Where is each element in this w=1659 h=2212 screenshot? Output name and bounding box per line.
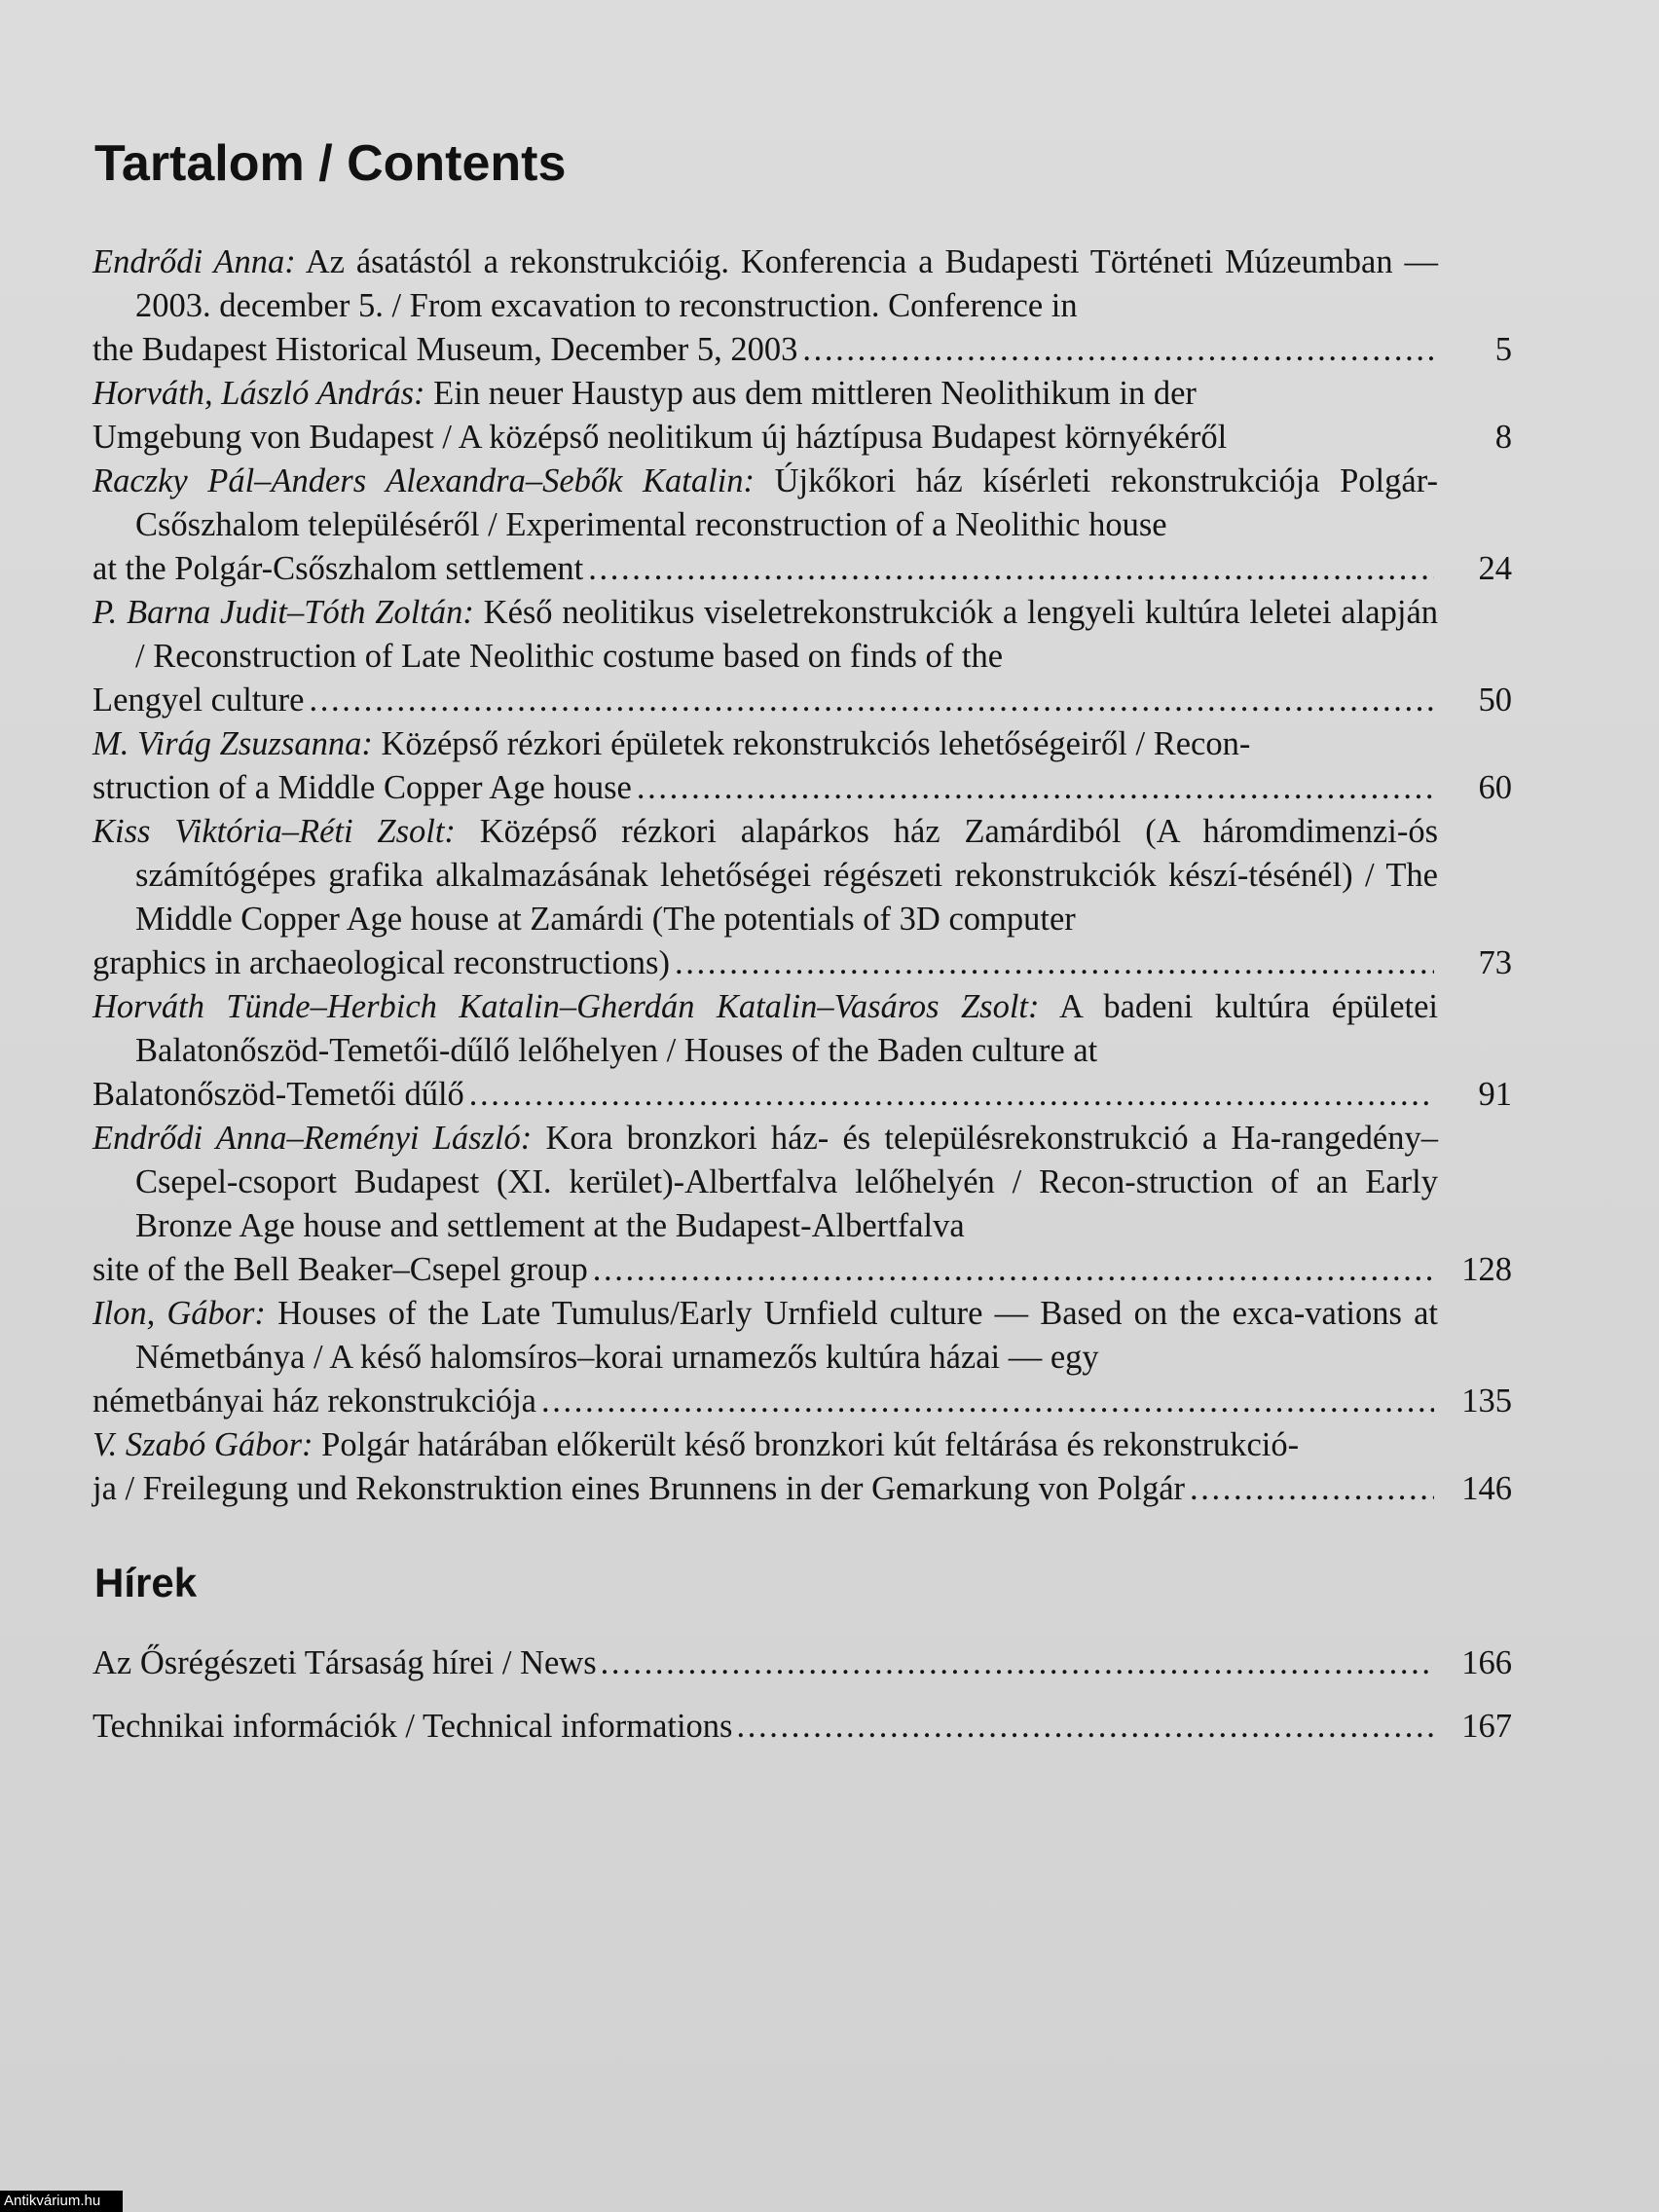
- news-entry-title: Technikai információk / Technical informations: [92, 1708, 733, 1745]
- toc-entry: [92, 722, 1512, 810]
- entry-page-number: 128: [1461, 1251, 1512, 1288]
- news-entry-title: Az Ősrégészeti Társaság hírei / News: [92, 1644, 597, 1681]
- entry-title: Ein neuer Haustyp aus dem mittleren Neolithikum in der: [433, 375, 1197, 412]
- entry-author: Horváth, László András:: [92, 375, 425, 412]
- entry-title: Houses of the Late Tumulus/Early Urnfield culture — Based on the exca-vations at Németbánya / A késő halomsíros–korai urnamezős kultúra házai — egy: [135, 1295, 1438, 1376]
- entry-title: Középső rézkori épületek rekonstrukciós lehetőségeiről / Recon-: [381, 725, 1251, 762]
- entry-title-end: németbányai ház rekonstrukciója: [92, 1382, 536, 1419]
- entry-page-number: 60: [1478, 769, 1512, 806]
- entry-title-end: graphics in archaeological reconstructions): [92, 944, 670, 981]
- news-contents: [92, 1641, 1512, 1768]
- toc-entry: [92, 372, 1512, 460]
- entry-last-line: [92, 766, 1438, 810]
- dot-leader: [468, 1073, 1434, 1117]
- toc-entry: [92, 985, 1512, 1117]
- entry-title: Polgár határában előkerült késő bronzkori kút feltárása és rekonstrukció-: [321, 1426, 1300, 1463]
- entry-page-number: 91: [1478, 1076, 1512, 1113]
- entry-title: A badeni kultúra épületei Balatonőszöd-Temetői-dűlő lelőhelyen / Houses of the Baden culture at: [135, 988, 1438, 1069]
- entry-author: Kiss Viktória–Réti Zsolt:: [92, 813, 456, 850]
- news-heading: Hírek: [94, 1560, 198, 1605]
- entry-last-line: [92, 679, 1438, 722]
- entry-last-line: [92, 1248, 1438, 1292]
- toc-entry: [92, 460, 1512, 591]
- entry-author: Endrődi Anna–Reményi László:: [92, 1120, 533, 1157]
- entry-last-line: [92, 1380, 1438, 1423]
- entry-title-end: struction of a Middle Copper Age house: [92, 769, 632, 806]
- toc-entry: [92, 1423, 1512, 1511]
- entry-author: Raczky Pál–Anders Alexandra–Sebők Katalin:: [92, 462, 756, 499]
- dot-leader: [308, 679, 1434, 722]
- dot-leader: [592, 1248, 1434, 1292]
- entry-last-line: [92, 328, 1438, 372]
- entry-title: Kora bronzkori ház- és településrekonstrukció a Ha-rangedény–Csepel-csoport Budapest (XI. kerület)-Albertfalva lelőhelyén / Recon-struction of an Early Bronze Age house and settlement at the Budapest-Albertfalva: [135, 1120, 1438, 1244]
- dot-leader: [737, 1705, 1435, 1749]
- toc-entry: [92, 240, 1512, 372]
- dot-leader: [636, 766, 1434, 810]
- entry-title: Újkőkori ház kísérleti rekonstrukciója Polgár-Csőszhalom településéről / Experimental reconstruction of a Neolithic house: [135, 462, 1438, 543]
- entry-title-end: at the Polgár-Csőszhalom settlement: [92, 550, 584, 587]
- entry-last-line: [92, 941, 1438, 985]
- toc-entry: [92, 810, 1512, 985]
- entry-author: V. Szabó Gábor:: [92, 1426, 313, 1463]
- dot-leader: [601, 1641, 1434, 1685]
- news-entry-page-number: 167: [1461, 1708, 1512, 1745]
- entry-title-end: ja / Freilegung und Rekonstruktion eines Brunnens in der Gemarkung von Polgár: [92, 1470, 1186, 1507]
- entry-author: Endrődi Anna:: [92, 243, 296, 280]
- entry-author: P. Barna Judit–Tóth Zoltán:: [92, 594, 474, 631]
- dot-leader: [674, 941, 1434, 985]
- dot-leader: [587, 547, 1434, 591]
- table-of-contents: [92, 240, 1512, 1511]
- entry-title: Az ásatástól a rekonstrukcióig. Konferencia a Budapesti Történeti Múzeumban — 2003. december 5. / From excavation to reconstruction. Conference in: [135, 243, 1438, 324]
- entry-title: Középső rézkori alapárkos ház Zamárdiból (A háromdimenzi-ós számítógépes grafika alkalmazásának lehetőségei régészeti rekonstrukciók készí-tésénél) / The Middle Copper Age house at Zamárdi (The potentials of 3D computer: [135, 813, 1438, 938]
- entry-title-end: site of the Bell Beaker–Csepel group: [92, 1251, 588, 1288]
- toc-entry: [92, 1117, 1512, 1292]
- entry-last-line: [92, 1467, 1438, 1511]
- watermark: Antikvárium.hu: [0, 2191, 123, 2212]
- entry-title-end: Lengyel culture: [92, 682, 305, 719]
- entry-page-number: 5: [1494, 331, 1512, 368]
- news-entry: [92, 1705, 1512, 1749]
- contents-heading: Tartalom / Contents: [94, 135, 567, 192]
- entry-author: Ilon, Gábor:: [92, 1295, 266, 1332]
- news-entry: [92, 1641, 1512, 1685]
- entry-page-number: 50: [1478, 682, 1512, 719]
- entry-last-line: [92, 547, 1438, 591]
- entry-page-number: 24: [1478, 550, 1512, 587]
- entry-page-number: 73: [1478, 944, 1512, 981]
- entry-author: Horváth Tünde–Herbich Katalin–Gherdán Katalin–Vasáros Zsolt:: [92, 988, 1040, 1025]
- entry-last-line: [92, 1073, 1438, 1117]
- entry-title-end: Umgebung von Budapest / A középső neolitikum új háztípusa Budapest környékéről: [92, 419, 1228, 456]
- entry-title-end: the Budapest Historical Museum, December 5, 2003: [92, 331, 798, 368]
- entry-page-number: 135: [1461, 1382, 1512, 1419]
- entry-last-line: [92, 416, 1438, 460]
- toc-entry: [92, 1292, 1512, 1423]
- entry-title-end: Balatonőszöd-Temetői dűlő: [92, 1076, 464, 1113]
- toc-entry: [92, 591, 1512, 722]
- entry-title: Késő neolitikus viseletrekonstrukciók a lengyeli kultúra leletei alapján / Reconstruction of Late Neolithic costume based on finds of the: [135, 594, 1439, 675]
- dot-leader: [1189, 1467, 1434, 1511]
- entry-author: M. Virág Zsuzsanna:: [92, 725, 373, 762]
- dot-leader: [801, 328, 1434, 372]
- news-entry-page-number: 166: [1461, 1644, 1512, 1681]
- dot-leader: [540, 1380, 1434, 1423]
- entry-page-number: 8: [1494, 419, 1512, 456]
- entry-page-number: 146: [1461, 1470, 1512, 1507]
